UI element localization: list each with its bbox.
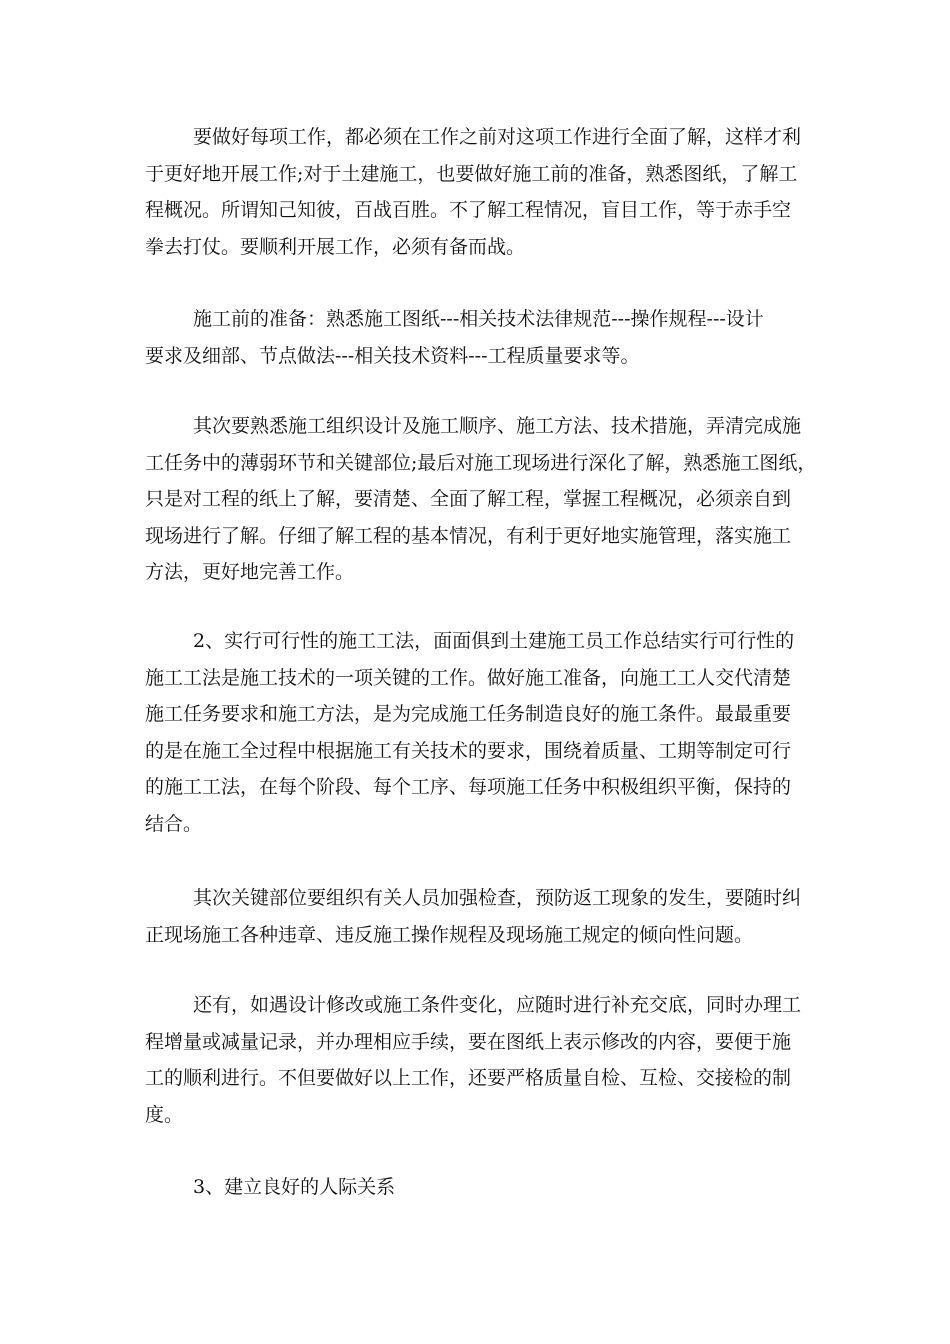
paragraph-line: 拳去打仗。要顺利开展工作，必须有备而战。: [145, 235, 526, 258]
paragraph-line: 施工工法是施工技术的一项关键的工作。做好施工准备，向施工工人交代清楚: [145, 666, 792, 689]
paragraph-line: 正现场施工各种违章、违反施工操作规程及现场施工规定的倾向性问题。: [145, 923, 754, 946]
paragraph-line: 方法，更好地完善工作。: [145, 561, 355, 583]
paragraph-line: 工的顺利进行。不但要做好以上工作，还要严格质量自检、互检、交接检的制: [145, 1067, 792, 1089]
paragraph-line: 的是在施工全过程中根据施工有关技术的要求，围绕着质量、工期等制定可行: [145, 739, 792, 762]
paragraph-line: 的施工工法，在每个阶段、每个工序、每项施工任务中积极组织平衡，保持的: [145, 776, 792, 798]
paragraph-line: 要求及细部、节点做法---相关技术资料---工程质量要求等。: [145, 344, 640, 367]
paragraph-line: 还有，如遇设计修改或施工条件变化，应随时进行补充交底，同时办理工: [193, 994, 802, 1016]
paragraph-line: 度。: [145, 1103, 184, 1126]
paragraph-line: 施工前的准备：熟悉施工图纸---相关技术法律规范---操作规程---设计: [193, 308, 764, 330]
paragraph-line: 程概况。所谓知己知彼，百战百胜。不了解工程情况，盲目工作，等于赤手空: [145, 199, 792, 221]
paragraph-line: 只是对工程的纸上了解，要清楚、全面了解工程，掌握工程概况，必须亲自到: [145, 488, 792, 510]
paragraph-line: 工任务中的薄弱环节和关键部位;最后对施工现场进行深化了解，熟悉施工图纸，: [145, 451, 817, 474]
paragraph-line: 施工任务要求和施工方法，是为完成施工任务制造良好的施工条件。最最重要: [145, 703, 792, 725]
paragraph-line: 于更好地开展工作;对于土建施工，也要做好施工前的准备，熟悉图纸，了解工: [145, 162, 798, 185]
paragraph-line: 结合。: [145, 812, 203, 835]
paragraph-5: [145, 880, 825, 953]
paragraph-line: 2、实行可行性的施工工法，面面俱到土建施工员工作总结实行可行性的: [193, 630, 795, 652]
section-heading: 3、建立良好的人际关系: [193, 1176, 396, 1198]
paragraph-line: 其次要熟悉施工组织设计及施工顺序、施工方法、技术措施，弄清完成施: [193, 415, 802, 437]
paragraph-6: [145, 987, 825, 1133]
paragraph-line: 要做好每项工作，都必须在工作之前对这项工作进行全面了解，这样才利: [193, 126, 802, 148]
paragraph-3: [145, 408, 825, 591]
paragraph-line: 其次关键部位要组织有关人员加强检查，预防返工现象的发生，要随时纠: [193, 887, 802, 909]
paragraph-2: [145, 301, 825, 374]
paragraph-4: [145, 623, 825, 842]
paragraph-line: 程增量或减量记录，并办理相应手续，要在图纸上表示修改的内容，要便于施: [145, 1030, 792, 1053]
paragraph-1: [145, 119, 825, 265]
paragraph-line: 现场进行了解。仔细了解工程的基本情况，有利于更好地实施管理，落实施工: [145, 524, 792, 547]
paragraph-7-heading: [145, 1169, 825, 1206]
